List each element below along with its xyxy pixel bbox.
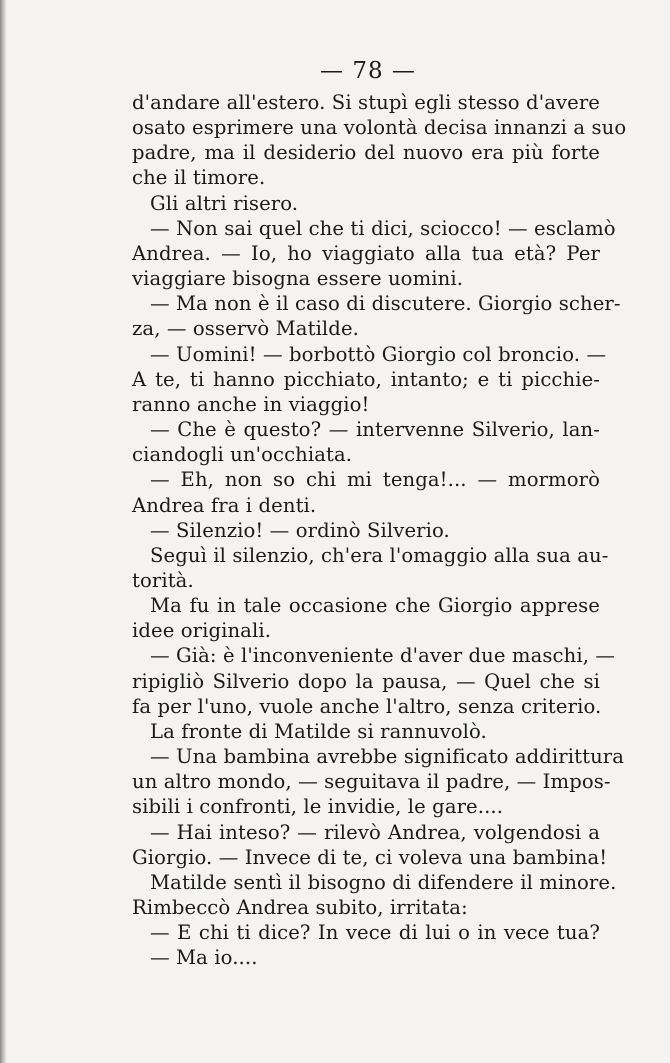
text-line: fa per l'uno, vuole anche l'altro, senza criterio. [132,694,602,718]
text-line: Matilde sentì il bisogno di difendere il minore. [150,870,617,894]
body-text [132,90,627,970]
text-line: sibili i confronti, le invidie, le gare.... [132,795,504,819]
text-line: osato esprimere una volontà decisa innanzi a suo [132,116,627,140]
text-line: padre, ma il desiderio del nuovo era più forte [132,141,600,165]
text-line: che il timore. [132,166,266,190]
text-line: — Che è questo? — intervenne Silverio, lan- [150,418,600,442]
text-line: La fronte di Matilde si rannuvolò. [150,719,487,743]
text-line: Rimbeccò Andrea subito, irritata: [132,896,468,919]
page-binding-edge [0,0,7,1063]
text-line: — Silenzio! — ordinò Silverio. [150,518,450,542]
text-line: za, — osservò Matilde. [132,317,359,341]
text-line: — Ma non è il caso di discutere. Giorgio scher- [150,292,621,316]
text-line: — Non sai quel che ti dici, sciocco! — esclamò [150,216,616,240]
page-number: — 78 — [320,58,416,84]
text-line: — Uomini! — borbottò Giorgio col broncio. — [150,342,607,366]
text-line: — E chi ti dice? In vece di lui o in vece tua? [150,921,600,945]
text-line: — Hai inteso? — rilevò Andrea, volgendosi a [150,820,600,844]
text-line: Andrea. — Io, ho viaggiato alla tua età? Per [132,241,600,265]
text-line: ranno anche in viaggio! [132,392,370,416]
text-line: — Ma io.... [150,946,258,970]
text-line: Andrea fra i denti. [132,493,317,517]
text-line: un altro mondo, — seguitava il padre, — Impos- [132,770,611,794]
text-line: viaggiare bisogna essere uomini. [132,267,464,291]
text-line: A te, ti hanno picchiato, intanto; e ti picchie- [132,367,600,391]
text-line: idee originali. [132,619,272,643]
text-line: Ma fu in tale occasione che Giorgio apprese [150,594,600,618]
text-line: torità. [132,568,194,592]
text-line: Seguì il silenzio, ch'era l'omaggio alla sua au- [150,543,609,567]
text-line: — Già: è l'inconveniente d'aver due maschi, — [150,644,616,668]
text-line: ciandogli un'occhiata. [132,443,353,467]
text-line: Gli altri risero. [150,191,299,215]
text-line: ripigliò Silverio dopo la pausa, — Quel che si [132,669,600,693]
text-line: — Eh, non so chi mi tenga!... — mormorò [150,468,600,492]
text-line: d'andare all'estero. Si stupì egli stesso d'avere [132,91,600,114]
text-line: Giorgio. — Invece di te, ci voleva una bambina! [132,845,608,869]
text-line: — Una bambina avrebbe significato addirittura [150,745,625,769]
